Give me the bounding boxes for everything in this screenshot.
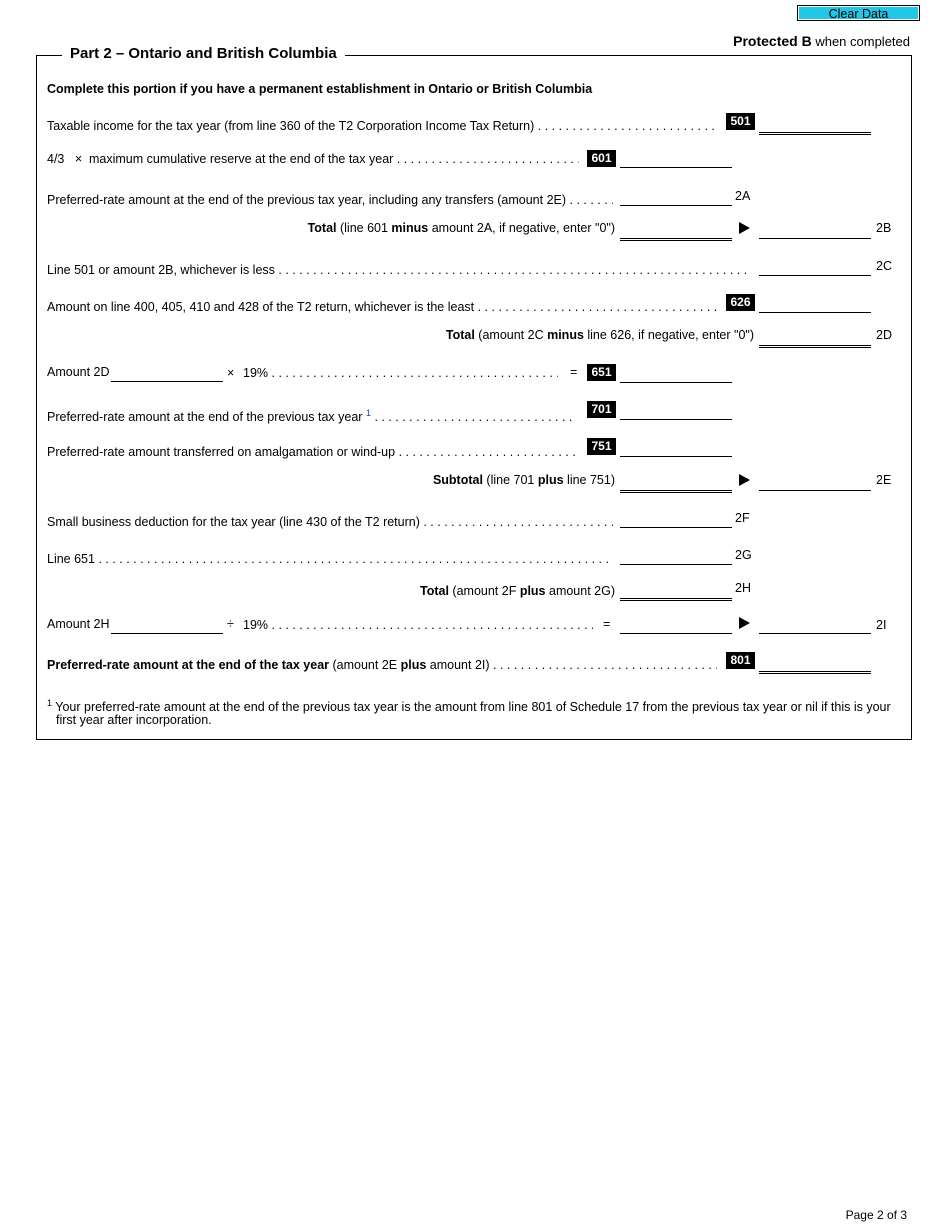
line-2c-label: Line 501 or amount 2B, whichever is less . . . (47, 263, 752, 277)
amount-2d-multiplier-input[interactable] (111, 365, 223, 382)
code-2e: 2E (876, 473, 892, 487)
line-2a-label: Preferred-rate amount at the end of the previous tax year, including any transfers (amount 2E) . . . (47, 193, 613, 207)
line-2b-label: Total (line 601 minus amount 2A, if negative, enter "0") (307, 221, 615, 235)
line-651-label: Amount 2D (47, 365, 110, 379)
code-2h: 2H (735, 581, 751, 595)
line-751-label: Preferred-rate amount transferred on amalgamation or wind-up . . . (47, 445, 577, 459)
amount-2i-input[interactable] (759, 617, 871, 634)
line-2e-label: Subtotal (line 701 plus line 751) (432, 473, 615, 487)
line-2h-label: Total (amount 2F plus amount 2G) (420, 584, 615, 598)
amount-2h-input[interactable] (620, 582, 732, 601)
line-2i-equals: = (603, 617, 611, 631)
line-651-equals: = (570, 365, 578, 379)
code-626: 626 (726, 294, 755, 311)
amount-2e-input[interactable] (759, 474, 871, 491)
line-2i-op: ÷ (227, 617, 234, 631)
line-801-input[interactable] (759, 655, 871, 674)
amount-2d-input[interactable] (759, 329, 871, 348)
line-2i-calc-input[interactable] (620, 617, 732, 634)
code-501: 501 (726, 113, 755, 130)
code-2g: 2G (735, 548, 752, 562)
line-601-input[interactable] (620, 151, 732, 168)
line-2i-rate: 19% . . . (243, 618, 593, 632)
line-501-label: Taxable income for the tax year (from line 360 of the T2 Corporation Income Tax Return) . . . (47, 119, 717, 133)
amount-2h-divisor-input[interactable] (111, 617, 223, 634)
intro-text: Complete this portion if you have a permanent establishment in Ontario or British Columbia (47, 82, 593, 96)
code-801: 801 (726, 652, 755, 669)
line-601-label: maximum cumulative reserve at the end of the tax year . . . (89, 152, 579, 166)
arrow-right-icon (739, 222, 750, 234)
line-2i-label: Amount 2H (47, 617, 110, 631)
line-501-input[interactable] (759, 116, 871, 135)
line-651-op: × (227, 366, 235, 380)
line-2f-label: Small business deduction for the tax year (line 430 of the T2 return) . . . (47, 515, 613, 529)
code-601: 601 (587, 150, 616, 167)
line-2d-label: Total (amount 2C minus line 626, if negative, enter "0") (445, 328, 754, 342)
code-2d: 2D (876, 328, 892, 342)
code-2c: 2C (876, 259, 892, 273)
line-2e-calc-input[interactable] (620, 474, 732, 493)
line-2g-label: Line 651 . . . (47, 552, 613, 566)
part-title: Part 2 – Ontario and British Columbia (62, 45, 345, 62)
clear-data-button[interactable]: Clear Data (797, 5, 920, 21)
code-2f: 2F (735, 511, 750, 525)
line-626-label: Amount on line 400, 405, 410 and 428 of the T2 return, whichever is the least . . . (47, 300, 717, 314)
code-701: 701 (587, 401, 616, 418)
line-651-input[interactable] (620, 366, 732, 383)
code-2a: 2A (735, 189, 751, 203)
code-651: 651 (587, 364, 616, 381)
amount-2c-input[interactable] (759, 259, 871, 276)
line-626-input[interactable] (759, 296, 871, 313)
footnote: $^1$ Your preferred-rate amount at the end of the previous tax year is the amount from line 801 of Schedule 17 from the previous tax year or nil if this is your first year after incorporation. (47, 698, 891, 728)
line-601-prefix: 4/3 × (47, 152, 83, 166)
line-751-input[interactable] (620, 440, 732, 457)
line-2b-calc-input[interactable] (620, 222, 732, 241)
arrow-right-icon (739, 474, 750, 486)
code-751: 751 (587, 438, 616, 455)
line-701-input[interactable] (620, 403, 732, 420)
arrow-right-icon (739, 617, 750, 629)
line-701-label: Preferred-rate amount at the end of the previous tax year $^1$ . . . (47, 408, 577, 424)
amount-2b-input[interactable] (759, 222, 871, 239)
code-2i: 2I (876, 618, 887, 632)
page-number: Page 2 of 3 (845, 1208, 907, 1222)
code-2b: 2B (876, 221, 892, 235)
amount-2a-input[interactable] (620, 189, 732, 206)
amount-2f-input[interactable] (620, 511, 732, 528)
amount-2g-input[interactable] (620, 548, 732, 565)
line-801-label: Preferred-rate amount at the end of the tax year (amount 2E plus amount 2I) . . . (47, 658, 717, 672)
line-651-rate: 19% . . . (243, 366, 558, 380)
protected-b-label: Protected B when completed (733, 33, 910, 49)
